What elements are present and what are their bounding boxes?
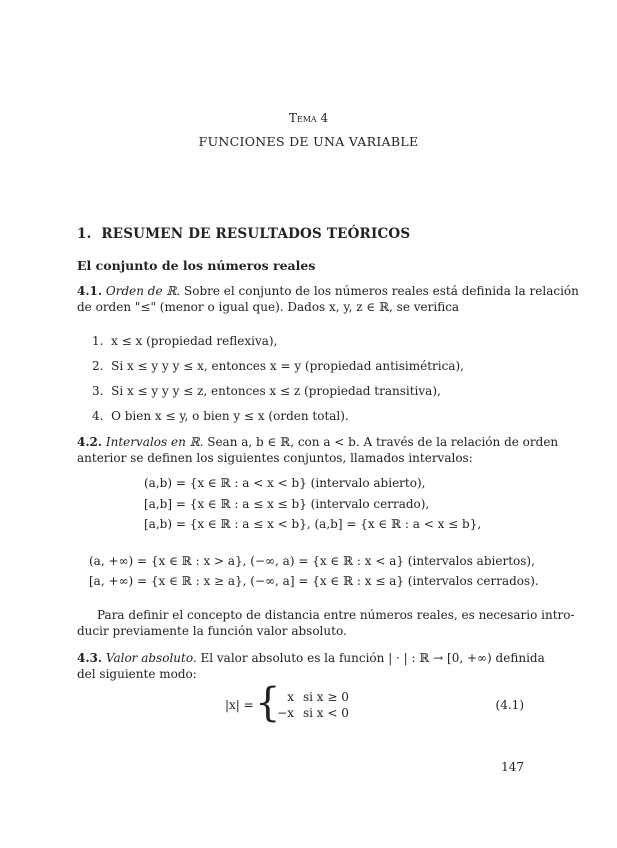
list-marker: 3. bbox=[92, 384, 104, 398]
equation-case2-value: −x bbox=[277, 706, 294, 720]
equation-case2-condition: si x < 0 bbox=[303, 706, 349, 720]
section-number: 1. bbox=[77, 226, 92, 242]
p41-name: Orden de ℝ. bbox=[105, 284, 181, 298]
infinite-interval-line: (a, +∞) = {x ∈ ℝ : x > a}, (−∞, a) = {x ∈ ℝ : x < a} (intervalos abiertos), bbox=[89, 554, 535, 568]
p43-text: El valor absoluto es la función | · | : ℝ → [0, +∞) definida bbox=[196, 651, 545, 665]
list-item bbox=[92, 383, 441, 399]
page-number: 147 bbox=[501, 760, 524, 774]
list-marker: 1. bbox=[92, 334, 104, 348]
equation-number: (4.1) bbox=[495, 698, 524, 712]
p43-number: 4.3. bbox=[77, 651, 103, 665]
list-item bbox=[92, 333, 277, 349]
p43-line2: del siguiente modo: bbox=[77, 667, 197, 681]
list-item bbox=[92, 408, 349, 424]
p42-text: Sean a, b ∈ ℝ, con a < b. A través de la relación de orden bbox=[203, 435, 559, 449]
p42-line2: anterior se definen los siguientes conjuntos, llamados intervalos: bbox=[77, 451, 473, 465]
infinite-interval-line: [a, +∞) = {x ∈ ℝ : x ≥ a}, (−∞, a] = {x ∈ ℝ : x ≤ a} (intervalos cerrados). bbox=[89, 574, 539, 588]
list-item bbox=[92, 358, 464, 374]
left-brace: { bbox=[255, 680, 281, 726]
interval-line: [a,b] = {x ∈ ℝ : a ≤ x ≤ b} (intervalo cerrado), bbox=[144, 497, 430, 511]
subsection-title: El conjunto de los números reales bbox=[77, 258, 316, 273]
paragraph-line2: ducir previamente la función valor absoluto. bbox=[77, 624, 347, 638]
section-title: RESUMEN DE RESULTADOS TEÓRICOS bbox=[101, 226, 411, 242]
p42-name: Intervalos en ℝ. bbox=[105, 435, 204, 449]
p42-number: 4.2. bbox=[77, 435, 103, 449]
p41-line2: de orden "≤" (menor o igual que). Dados x, y, z ∈ ℝ, se verifica bbox=[77, 300, 460, 314]
section-heading bbox=[77, 226, 410, 242]
equation-lhs: |x| = bbox=[225, 698, 254, 712]
p41-number: 4.1. bbox=[77, 284, 103, 298]
list-marker: 2. bbox=[92, 359, 104, 373]
chapter-title: FUNCIONES DE UNA VARIABLE bbox=[198, 134, 419, 149]
list-text: Si x ≤ y y y ≤ x, entonces x = y (propiedad antisimétrica), bbox=[111, 359, 464, 373]
interval-line: [a,b) = {x ∈ ℝ : a ≤ x < b}, (a,b] = {x ∈ ℝ : a < x ≤ b}, bbox=[144, 517, 482, 531]
p41-text: Sobre el conjunto de los números reales está definida la relación bbox=[180, 284, 579, 298]
chapter-label: Tema 4 bbox=[288, 111, 329, 125]
p42-line1 bbox=[77, 434, 558, 450]
p43-name: Valor absoluto. bbox=[105, 651, 197, 665]
equation-case1-value: x bbox=[287, 690, 294, 704]
paragraph-line1: Para definir el concepto de distancia entre números reales, es necesario intro- bbox=[97, 608, 575, 622]
list-marker: 4. bbox=[92, 409, 104, 423]
interval-line: (a,b) = {x ∈ ℝ : a < x < b} (intervalo abierto), bbox=[144, 476, 426, 490]
list-text: Si x ≤ y y y ≤ z, entonces x ≤ z (propiedad transitiva), bbox=[111, 384, 441, 398]
p41-line1 bbox=[77, 283, 579, 299]
list-text: x ≤ x (propiedad reflexiva), bbox=[111, 334, 278, 348]
p43-line1 bbox=[77, 650, 545, 666]
list-text: O bien x ≤ y, o bien y ≤ x (orden total). bbox=[111, 409, 349, 423]
equation-case1-condition: si x ≥ 0 bbox=[303, 690, 349, 704]
